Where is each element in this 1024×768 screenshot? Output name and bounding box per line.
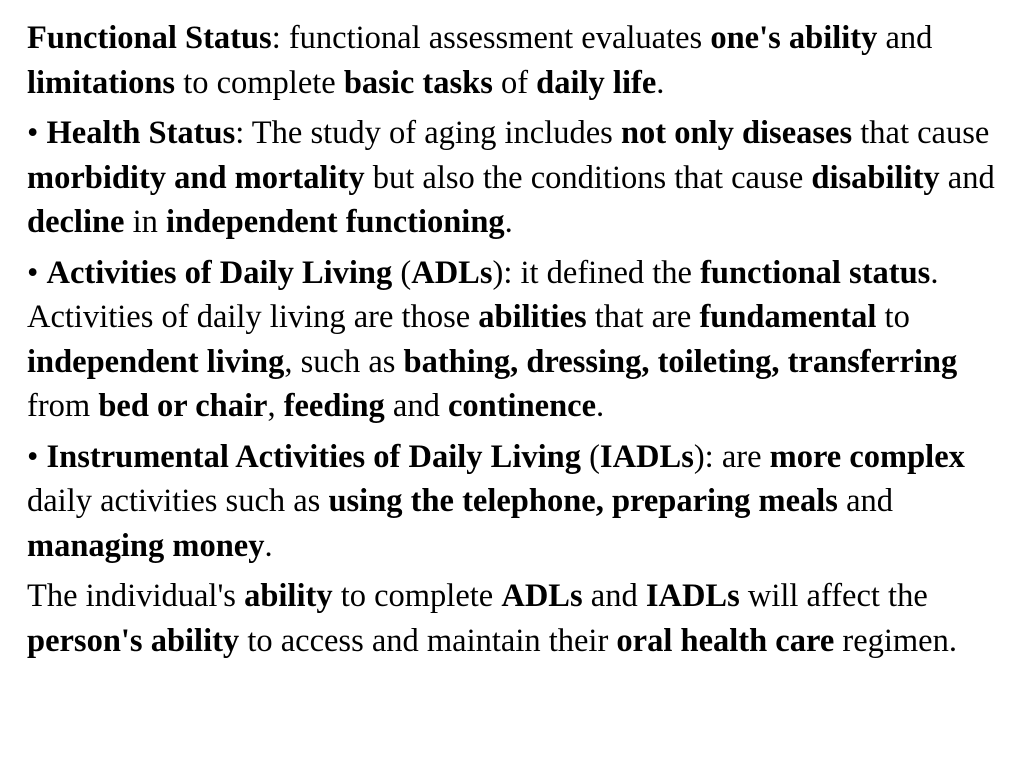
text-run: .: [264, 527, 273, 564]
bold-term: feeding: [283, 388, 385, 424]
text-run: to: [876, 299, 910, 335]
bold-term: bathing, dressing, toileting, transferring: [403, 343, 958, 380]
text-run: , such as: [284, 343, 404, 380]
text-run: •: [27, 438, 47, 475]
bold-term: ADLs: [501, 578, 583, 614]
text-run: but also the conditions that cause: [364, 159, 812, 196]
bold-term: basic tasks: [343, 64, 493, 101]
text-run: and: [877, 20, 933, 56]
text-run: ,: [267, 388, 284, 424]
text-run: . Activities of daily living are those: [27, 254, 939, 335]
bold-term: Functional Status: [27, 20, 272, 56]
text-run: regimen.: [834, 622, 957, 659]
bold-term: Activities of Daily Living: [46, 254, 393, 291]
text-run: of: [492, 64, 537, 101]
bold-term: limitations: [27, 64, 176, 101]
text-run: •: [27, 115, 47, 151]
bold-term: using the telephone, preparing meals: [328, 483, 838, 519]
text-run: in: [124, 204, 167, 240]
text-run: that cause: [852, 115, 990, 151]
paragraph-iadls: [27, 435, 1012, 569]
text-run: that are: [586, 299, 700, 335]
text-run: and: [837, 483, 894, 519]
paragraph-functional-status: [27, 16, 1012, 105]
bold-term: person's ability: [27, 622, 240, 659]
bold-term: abilities: [478, 299, 587, 335]
bold-term: IADLs: [599, 438, 694, 475]
bold-term: IADLs: [645, 578, 740, 614]
bold-term: Health Status: [46, 115, 236, 151]
bold-term: daily life: [536, 64, 657, 101]
text-run: : functional assessment evaluates: [271, 20, 711, 56]
text-run: to complete: [175, 64, 344, 101]
text-run: (: [392, 254, 412, 291]
text-run: ): are: [693, 438, 770, 475]
text-run: and: [384, 388, 448, 424]
bold-term: more complex: [769, 438, 965, 475]
text-run: from: [27, 388, 99, 424]
paragraph-adls: [27, 251, 1012, 429]
text-run: : The study of aging includes: [235, 115, 621, 151]
bold-term: disability: [811, 159, 940, 196]
text-run: daily activities such as: [27, 483, 329, 519]
bold-term: functional status: [700, 254, 931, 291]
bold-term: ADLs: [411, 254, 493, 291]
paragraph-conclusion: [27, 574, 1012, 663]
paragraph-health-status: [27, 111, 1012, 245]
bold-term: ability: [244, 578, 333, 614]
text-run: will affect the: [739, 578, 928, 614]
slide-body: [27, 16, 1012, 663]
text-run: •: [27, 254, 47, 291]
text-run: .: [656, 64, 665, 101]
text-run: The individual's: [27, 578, 245, 614]
bold-term: managing money: [27, 527, 265, 564]
text-run: .: [596, 388, 605, 424]
text-run: to complete: [332, 578, 502, 614]
bold-term: independent functioning: [166, 204, 505, 240]
bold-term: one's ability: [710, 20, 878, 56]
text-run: and: [939, 159, 995, 196]
bold-term: continence: [447, 388, 597, 424]
bold-term: Instrumental Activities of Daily Living: [46, 438, 581, 475]
bold-term: oral health care: [616, 622, 835, 659]
text-run: .: [504, 204, 513, 240]
text-run: ): it defined the: [492, 254, 701, 291]
text-run: to access and maintain their: [239, 622, 617, 659]
bold-term: morbidity and mortality: [27, 159, 365, 196]
bold-term: fundamental: [699, 299, 877, 335]
bold-term: independent living: [27, 343, 285, 380]
text-run: and: [582, 578, 646, 614]
text-run: (: [580, 438, 600, 475]
bold-term: decline: [27, 204, 125, 240]
bold-term: not only diseases: [620, 115, 853, 151]
bold-term: bed or chair: [98, 388, 268, 424]
